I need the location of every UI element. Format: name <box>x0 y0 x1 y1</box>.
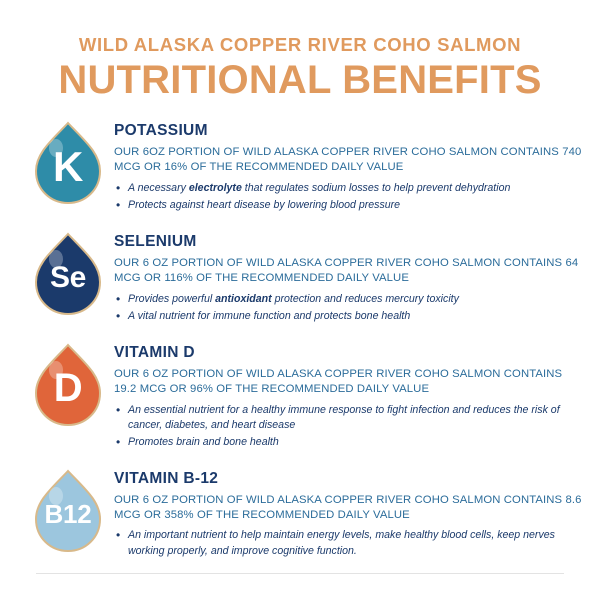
nutrient-description: OUR 6 OZ PORTION OF WILD ALASKA COPPER RIVER COHO SALMON CONTAINS 64 MCG OR 116% OF THE RECOMMENDED DAILY VALUE <box>114 256 579 284</box>
page-header <box>0 0 600 100</box>
nutrient-badge <box>22 340 114 428</box>
nutrient-title: VITAMIN B-12 <box>114 469 219 487</box>
list-item: • An essential nutrient for a healthy immune response to fight infection and reduces the risk of cancer, diabetes, and heart disease <box>114 403 582 433</box>
nutrient-description: OUR 6OZ PORTION OF WILD ALASKA COPPER RIVER COHO SALMON CONTAINS 740 MCG OR 16% OF THE RECOMMENDED DAILY VALUE <box>114 146 582 173</box>
nutrient-row <box>0 340 600 452</box>
nutrient-badge-label: D <box>53 366 83 411</box>
nutrient-description: OUR 6 OZ PORTION OF WILD ALASKA COPPER RIVER COHO SALMON CONTAINS 8.6 MCG OR 358% OF THE RECOMMENDED DAILY VALUE <box>114 493 582 521</box>
nutrient-badge-label: B12 <box>44 499 92 530</box>
nutrient-title: SELENIUM <box>114 232 197 250</box>
nutrient-row <box>0 229 600 326</box>
nutrient-badge-label: Se <box>49 260 87 294</box>
nutrient-bullets <box>114 292 582 324</box>
nutrient-content <box>114 229 582 326</box>
list-item: • An important nutrient to help maintain energy levels, make healthy blood cells, keep nerves working properly, and improve cognitive function. <box>114 528 582 558</box>
page-title: NUTRITIONAL BENEFITS <box>58 58 542 102</box>
nutrient-badge <box>22 118 114 206</box>
footer-divider <box>36 573 564 574</box>
nutrient-badge <box>22 229 114 317</box>
nutrient-title: POTASSIUM <box>114 122 208 139</box>
nutrient-bullets <box>114 181 582 213</box>
nutrient-row <box>0 466 600 561</box>
header-subtitle: WILD ALASKA COPPER RIVER COHO SALMON <box>78 34 522 55</box>
nutrient-title: VITAMIN D <box>114 343 195 361</box>
nutrient-content <box>114 466 582 561</box>
list-item: • Provides powerful antioxidant protection and reduces mercury toxicity <box>114 292 582 307</box>
nutrient-badge-label: K <box>53 143 83 190</box>
nutrient-badge <box>22 466 114 554</box>
list-item: • A necessary electrolyte that regulates sodium losses to help prevent dehydration <box>114 181 582 196</box>
nutrient-content <box>114 340 582 452</box>
list-item: • Protects against heart disease by lowering blood pressure <box>114 198 582 213</box>
nutrient-description: OUR 6 OZ PORTION OF WILD ALASKA COPPER RIVER COHO SALMON CONTAINS 19.2 MCG OR 96% OF THE RECOMMENDED DAILY VALUE <box>114 367 563 395</box>
nutrient-content <box>114 118 582 215</box>
list-item: • Promotes brain and bone health <box>114 435 582 450</box>
nutrient-bullets <box>114 528 582 558</box>
list-item: • A vital nutrient for immune function and protects bone health <box>114 309 582 324</box>
nutrient-bullets <box>114 403 582 450</box>
nutrient-list <box>0 118 600 561</box>
nutrient-row <box>0 118 600 215</box>
